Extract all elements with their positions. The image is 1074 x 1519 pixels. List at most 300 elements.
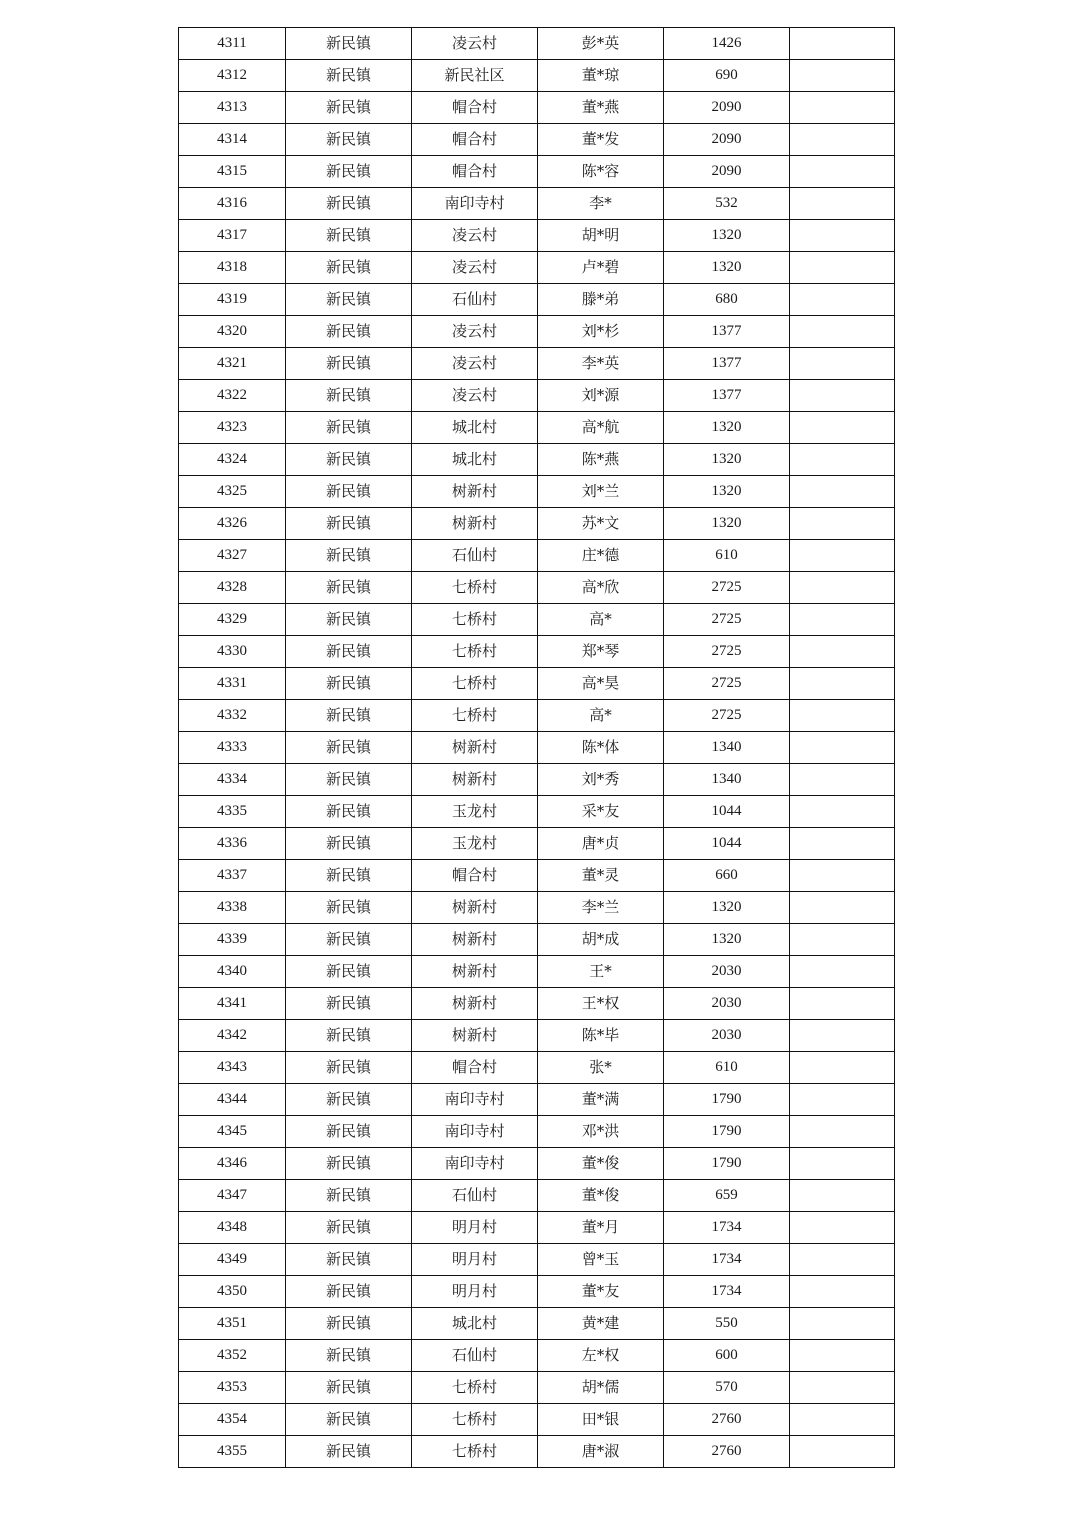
table-row xyxy=(179,28,895,60)
table-row xyxy=(179,828,895,860)
amount-cell: 1734 xyxy=(664,1276,790,1308)
village-cell: 树新村 xyxy=(412,1020,538,1052)
name-cell: 董*发 xyxy=(538,124,664,156)
town-cell: 新民镇 xyxy=(286,732,412,764)
table-row xyxy=(179,1436,895,1468)
serial-number-cell: 4336 xyxy=(179,828,286,860)
name-cell: 邓*洪 xyxy=(538,1116,664,1148)
village-cell: 石仙村 xyxy=(412,284,538,316)
table-row xyxy=(179,924,895,956)
village-cell: 树新村 xyxy=(412,732,538,764)
village-cell: 新民社区 xyxy=(412,60,538,92)
name-cell: 高*欣 xyxy=(538,572,664,604)
table-row xyxy=(179,508,895,540)
table-row xyxy=(179,348,895,380)
remarks-cell xyxy=(790,156,895,188)
table-row xyxy=(179,444,895,476)
table-row xyxy=(179,156,895,188)
town-cell: 新民镇 xyxy=(286,348,412,380)
village-cell: 南印寺村 xyxy=(412,188,538,220)
serial-number-cell: 4344 xyxy=(179,1084,286,1116)
amount-cell: 1320 xyxy=(664,924,790,956)
amount-cell: 1426 xyxy=(664,28,790,60)
village-cell: 七桥村 xyxy=(412,636,538,668)
amount-cell: 1377 xyxy=(664,316,790,348)
village-cell: 七桥村 xyxy=(412,604,538,636)
serial-number-cell: 4338 xyxy=(179,892,286,924)
town-cell: 新民镇 xyxy=(286,924,412,956)
serial-number-cell: 4347 xyxy=(179,1180,286,1212)
town-cell: 新民镇 xyxy=(286,604,412,636)
remarks-cell xyxy=(790,1020,895,1052)
serial-number-cell: 4312 xyxy=(179,60,286,92)
amount-cell: 2725 xyxy=(664,636,790,668)
amount-cell: 610 xyxy=(664,540,790,572)
serial-number-cell: 4354 xyxy=(179,1404,286,1436)
remarks-cell xyxy=(790,604,895,636)
village-cell: 凌云村 xyxy=(412,380,538,412)
village-cell: 凌云村 xyxy=(412,252,538,284)
village-cell: 七桥村 xyxy=(412,572,538,604)
remarks-cell xyxy=(790,1052,895,1084)
village-cell: 城北村 xyxy=(412,444,538,476)
town-cell: 新民镇 xyxy=(286,508,412,540)
serial-number-cell: 4337 xyxy=(179,860,286,892)
table-row xyxy=(179,892,895,924)
serial-number-cell: 4339 xyxy=(179,924,286,956)
amount-cell: 1377 xyxy=(664,380,790,412)
name-cell: 王* xyxy=(538,956,664,988)
remarks-cell xyxy=(790,1276,895,1308)
town-cell: 新民镇 xyxy=(286,956,412,988)
town-cell: 新民镇 xyxy=(286,1308,412,1340)
name-cell: 董*月 xyxy=(538,1212,664,1244)
remarks-cell xyxy=(790,412,895,444)
remarks-cell xyxy=(790,348,895,380)
remarks-cell xyxy=(790,1180,895,1212)
amount-cell: 2760 xyxy=(664,1404,790,1436)
name-cell: 陈*容 xyxy=(538,156,664,188)
remarks-cell xyxy=(790,796,895,828)
village-cell: 凌云村 xyxy=(412,348,538,380)
table-row xyxy=(179,1212,895,1244)
serial-number-cell: 4318 xyxy=(179,252,286,284)
town-cell: 新民镇 xyxy=(286,156,412,188)
table-row xyxy=(179,1052,895,1084)
serial-number-cell: 4345 xyxy=(179,1116,286,1148)
village-cell: 树新村 xyxy=(412,988,538,1020)
town-cell: 新民镇 xyxy=(286,860,412,892)
serial-number-cell: 4340 xyxy=(179,956,286,988)
amount-cell: 659 xyxy=(664,1180,790,1212)
remarks-cell xyxy=(790,732,895,764)
serial-number-cell: 4319 xyxy=(179,284,286,316)
village-cell: 七桥村 xyxy=(412,700,538,732)
table-row xyxy=(179,476,895,508)
name-cell: 张* xyxy=(538,1052,664,1084)
amount-cell: 1320 xyxy=(664,508,790,540)
village-cell: 玉龙村 xyxy=(412,828,538,860)
village-cell: 树新村 xyxy=(412,476,538,508)
village-cell: 七桥村 xyxy=(412,668,538,700)
village-cell: 凌云村 xyxy=(412,316,538,348)
name-cell: 唐*淑 xyxy=(538,1436,664,1468)
table-row xyxy=(179,1084,895,1116)
town-cell: 新民镇 xyxy=(286,988,412,1020)
town-cell: 新民镇 xyxy=(286,476,412,508)
remarks-cell xyxy=(790,284,895,316)
table-row xyxy=(179,1116,895,1148)
table-row xyxy=(179,1180,895,1212)
village-cell: 七桥村 xyxy=(412,1436,538,1468)
name-cell: 胡*儒 xyxy=(538,1372,664,1404)
name-cell: 庄*德 xyxy=(538,540,664,572)
amount-cell: 2030 xyxy=(664,956,790,988)
remarks-cell xyxy=(790,572,895,604)
table-row xyxy=(179,60,895,92)
amount-cell: 532 xyxy=(664,188,790,220)
amount-cell: 1320 xyxy=(664,892,790,924)
amount-cell: 2725 xyxy=(664,604,790,636)
remarks-cell xyxy=(790,444,895,476)
town-cell: 新民镇 xyxy=(286,1404,412,1436)
village-cell: 凌云村 xyxy=(412,220,538,252)
table-row xyxy=(179,1020,895,1052)
town-cell: 新民镇 xyxy=(286,1436,412,1468)
amount-cell: 610 xyxy=(664,1052,790,1084)
remarks-cell xyxy=(790,92,895,124)
table-row xyxy=(179,796,895,828)
document-page xyxy=(178,27,894,1468)
serial-number-cell: 4317 xyxy=(179,220,286,252)
remarks-cell xyxy=(790,892,895,924)
village-cell: 城北村 xyxy=(412,1308,538,1340)
amount-cell: 1320 xyxy=(664,412,790,444)
serial-number-cell: 4327 xyxy=(179,540,286,572)
serial-number-cell: 4315 xyxy=(179,156,286,188)
village-cell: 城北村 xyxy=(412,412,538,444)
town-cell: 新民镇 xyxy=(286,1340,412,1372)
serial-number-cell: 4330 xyxy=(179,636,286,668)
village-cell: 帽合村 xyxy=(412,860,538,892)
town-cell: 新民镇 xyxy=(286,1180,412,1212)
village-cell: 树新村 xyxy=(412,924,538,956)
remarks-cell xyxy=(790,700,895,732)
amount-cell: 1320 xyxy=(664,444,790,476)
remarks-cell xyxy=(790,860,895,892)
remarks-cell xyxy=(790,1308,895,1340)
amount-cell: 680 xyxy=(664,284,790,316)
name-cell: 董*俊 xyxy=(538,1180,664,1212)
amount-cell: 1320 xyxy=(664,220,790,252)
serial-number-cell: 4352 xyxy=(179,1340,286,1372)
serial-number-cell: 4325 xyxy=(179,476,286,508)
name-cell: 滕*弟 xyxy=(538,284,664,316)
table-row xyxy=(179,92,895,124)
serial-number-cell: 4331 xyxy=(179,668,286,700)
village-cell: 南印寺村 xyxy=(412,1148,538,1180)
remarks-cell xyxy=(790,220,895,252)
amount-cell: 2725 xyxy=(664,700,790,732)
serial-number-cell: 4322 xyxy=(179,380,286,412)
town-cell: 新民镇 xyxy=(286,1020,412,1052)
amount-cell: 2030 xyxy=(664,1020,790,1052)
amount-cell: 1320 xyxy=(664,252,790,284)
name-cell: 苏*文 xyxy=(538,508,664,540)
amount-cell: 1734 xyxy=(664,1244,790,1276)
name-cell: 曾*玉 xyxy=(538,1244,664,1276)
serial-number-cell: 4321 xyxy=(179,348,286,380)
town-cell: 新民镇 xyxy=(286,540,412,572)
remarks-cell xyxy=(790,476,895,508)
town-cell: 新民镇 xyxy=(286,1084,412,1116)
amount-cell: 2090 xyxy=(664,92,790,124)
town-cell: 新民镇 xyxy=(286,1148,412,1180)
town-cell: 新民镇 xyxy=(286,1372,412,1404)
remarks-cell xyxy=(790,988,895,1020)
remarks-cell xyxy=(790,1084,895,1116)
serial-number-cell: 4349 xyxy=(179,1244,286,1276)
remarks-cell xyxy=(790,1340,895,1372)
name-cell: 董*灵 xyxy=(538,860,664,892)
amount-cell: 2090 xyxy=(664,124,790,156)
remarks-cell xyxy=(790,60,895,92)
table-row xyxy=(179,636,895,668)
amount-cell: 570 xyxy=(664,1372,790,1404)
name-cell: 刘*源 xyxy=(538,380,664,412)
name-cell: 董*满 xyxy=(538,1084,664,1116)
table-row xyxy=(179,188,895,220)
town-cell: 新民镇 xyxy=(286,220,412,252)
name-cell: 刘*兰 xyxy=(538,476,664,508)
remarks-cell xyxy=(790,28,895,60)
serial-number-cell: 4342 xyxy=(179,1020,286,1052)
name-cell: 黄*建 xyxy=(538,1308,664,1340)
serial-number-cell: 4329 xyxy=(179,604,286,636)
amount-cell: 2725 xyxy=(664,668,790,700)
town-cell: 新民镇 xyxy=(286,444,412,476)
name-cell: 高*航 xyxy=(538,412,664,444)
table-row xyxy=(179,1372,895,1404)
village-cell: 明月村 xyxy=(412,1244,538,1276)
town-cell: 新民镇 xyxy=(286,1244,412,1276)
amount-cell: 1790 xyxy=(664,1148,790,1180)
serial-number-cell: 4313 xyxy=(179,92,286,124)
town-cell: 新民镇 xyxy=(286,636,412,668)
table-row xyxy=(179,860,895,892)
table-row xyxy=(179,540,895,572)
town-cell: 新民镇 xyxy=(286,60,412,92)
town-cell: 新民镇 xyxy=(286,380,412,412)
amount-cell: 1734 xyxy=(664,1212,790,1244)
remarks-cell xyxy=(790,124,895,156)
table-row xyxy=(179,732,895,764)
name-cell: 陈*体 xyxy=(538,732,664,764)
town-cell: 新民镇 xyxy=(286,1276,412,1308)
name-cell: 董*琼 xyxy=(538,60,664,92)
table-row xyxy=(179,316,895,348)
remarks-cell xyxy=(790,1116,895,1148)
town-cell: 新民镇 xyxy=(286,316,412,348)
serial-number-cell: 4326 xyxy=(179,508,286,540)
town-cell: 新民镇 xyxy=(286,700,412,732)
remarks-cell xyxy=(790,1244,895,1276)
name-cell: 高*昊 xyxy=(538,668,664,700)
village-cell: 帽合村 xyxy=(412,156,538,188)
name-cell: 胡*成 xyxy=(538,924,664,956)
town-cell: 新民镇 xyxy=(286,412,412,444)
remarks-cell xyxy=(790,252,895,284)
table-row xyxy=(179,1244,895,1276)
table-row xyxy=(179,380,895,412)
amount-cell: 690 xyxy=(664,60,790,92)
records-table-body xyxy=(179,28,895,1468)
serial-number-cell: 4311 xyxy=(179,28,286,60)
name-cell: 唐*贞 xyxy=(538,828,664,860)
name-cell: 田*银 xyxy=(538,1404,664,1436)
amount-cell: 1044 xyxy=(664,796,790,828)
amount-cell: 660 xyxy=(664,860,790,892)
amount-cell: 2725 xyxy=(664,572,790,604)
serial-number-cell: 4353 xyxy=(179,1372,286,1404)
name-cell: 董*俊 xyxy=(538,1148,664,1180)
serial-number-cell: 4348 xyxy=(179,1212,286,1244)
village-cell: 石仙村 xyxy=(412,1340,538,1372)
serial-number-cell: 4346 xyxy=(179,1148,286,1180)
remarks-cell xyxy=(790,1148,895,1180)
town-cell: 新民镇 xyxy=(286,796,412,828)
village-cell: 南印寺村 xyxy=(412,1116,538,1148)
name-cell: 李*兰 xyxy=(538,892,664,924)
serial-number-cell: 4323 xyxy=(179,412,286,444)
town-cell: 新民镇 xyxy=(286,92,412,124)
name-cell: 李* xyxy=(538,188,664,220)
village-cell: 凌云村 xyxy=(412,28,538,60)
amount-cell: 2090 xyxy=(664,156,790,188)
amount-cell: 1320 xyxy=(664,476,790,508)
name-cell: 王*权 xyxy=(538,988,664,1020)
serial-number-cell: 4341 xyxy=(179,988,286,1020)
serial-number-cell: 4335 xyxy=(179,796,286,828)
village-cell: 帽合村 xyxy=(412,124,538,156)
table-row xyxy=(179,1148,895,1180)
town-cell: 新民镇 xyxy=(286,284,412,316)
village-cell: 明月村 xyxy=(412,1212,538,1244)
table-row xyxy=(179,284,895,316)
table-row xyxy=(179,252,895,284)
name-cell: 刘*秀 xyxy=(538,764,664,796)
records-table xyxy=(178,27,895,1468)
village-cell: 帽合村 xyxy=(412,92,538,124)
amount-cell: 2760 xyxy=(664,1436,790,1468)
town-cell: 新民镇 xyxy=(286,668,412,700)
serial-number-cell: 4350 xyxy=(179,1276,286,1308)
name-cell: 卢*碧 xyxy=(538,252,664,284)
remarks-cell xyxy=(790,764,895,796)
village-cell: 帽合村 xyxy=(412,1052,538,1084)
serial-number-cell: 4324 xyxy=(179,444,286,476)
amount-cell: 1044 xyxy=(664,828,790,860)
town-cell: 新民镇 xyxy=(286,764,412,796)
serial-number-cell: 4316 xyxy=(179,188,286,220)
amount-cell: 1377 xyxy=(664,348,790,380)
table-row xyxy=(179,1340,895,1372)
amount-cell: 1340 xyxy=(664,764,790,796)
serial-number-cell: 4343 xyxy=(179,1052,286,1084)
name-cell: 董*燕 xyxy=(538,92,664,124)
table-row xyxy=(179,572,895,604)
serial-number-cell: 4328 xyxy=(179,572,286,604)
town-cell: 新民镇 xyxy=(286,1212,412,1244)
table-row xyxy=(179,668,895,700)
serial-number-cell: 4320 xyxy=(179,316,286,348)
village-cell: 石仙村 xyxy=(412,1180,538,1212)
serial-number-cell: 4333 xyxy=(179,732,286,764)
name-cell: 高* xyxy=(538,604,664,636)
table-row xyxy=(179,220,895,252)
serial-number-cell: 4334 xyxy=(179,764,286,796)
village-cell: 树新村 xyxy=(412,892,538,924)
remarks-cell xyxy=(790,924,895,956)
name-cell: 刘*杉 xyxy=(538,316,664,348)
village-cell: 树新村 xyxy=(412,764,538,796)
remarks-cell xyxy=(790,188,895,220)
town-cell: 新民镇 xyxy=(286,892,412,924)
remarks-cell xyxy=(790,636,895,668)
name-cell: 高* xyxy=(538,700,664,732)
town-cell: 新民镇 xyxy=(286,28,412,60)
village-cell: 石仙村 xyxy=(412,540,538,572)
name-cell: 胡*明 xyxy=(538,220,664,252)
serial-number-cell: 4332 xyxy=(179,700,286,732)
table-row xyxy=(179,1308,895,1340)
amount-cell: 1790 xyxy=(664,1116,790,1148)
amount-cell: 1790 xyxy=(664,1084,790,1116)
name-cell: 采*友 xyxy=(538,796,664,828)
serial-number-cell: 4355 xyxy=(179,1436,286,1468)
remarks-cell xyxy=(790,668,895,700)
town-cell: 新民镇 xyxy=(286,252,412,284)
remarks-cell xyxy=(790,1404,895,1436)
serial-number-cell: 4314 xyxy=(179,124,286,156)
name-cell: 彭*英 xyxy=(538,28,664,60)
remarks-cell xyxy=(790,380,895,412)
name-cell: 董*友 xyxy=(538,1276,664,1308)
table-row xyxy=(179,988,895,1020)
town-cell: 新民镇 xyxy=(286,572,412,604)
remarks-cell xyxy=(790,1372,895,1404)
town-cell: 新民镇 xyxy=(286,188,412,220)
name-cell: 李*英 xyxy=(538,348,664,380)
amount-cell: 600 xyxy=(664,1340,790,1372)
town-cell: 新民镇 xyxy=(286,124,412,156)
amount-cell: 550 xyxy=(664,1308,790,1340)
remarks-cell xyxy=(790,1212,895,1244)
table-row xyxy=(179,700,895,732)
amount-cell: 1340 xyxy=(664,732,790,764)
name-cell: 陈*燕 xyxy=(538,444,664,476)
village-cell: 树新村 xyxy=(412,508,538,540)
remarks-cell xyxy=(790,828,895,860)
table-row xyxy=(179,124,895,156)
town-cell: 新民镇 xyxy=(286,828,412,860)
serial-number-cell: 4351 xyxy=(179,1308,286,1340)
village-cell: 七桥村 xyxy=(412,1404,538,1436)
remarks-cell xyxy=(790,316,895,348)
village-cell: 南印寺村 xyxy=(412,1084,538,1116)
table-row xyxy=(179,764,895,796)
village-cell: 树新村 xyxy=(412,956,538,988)
